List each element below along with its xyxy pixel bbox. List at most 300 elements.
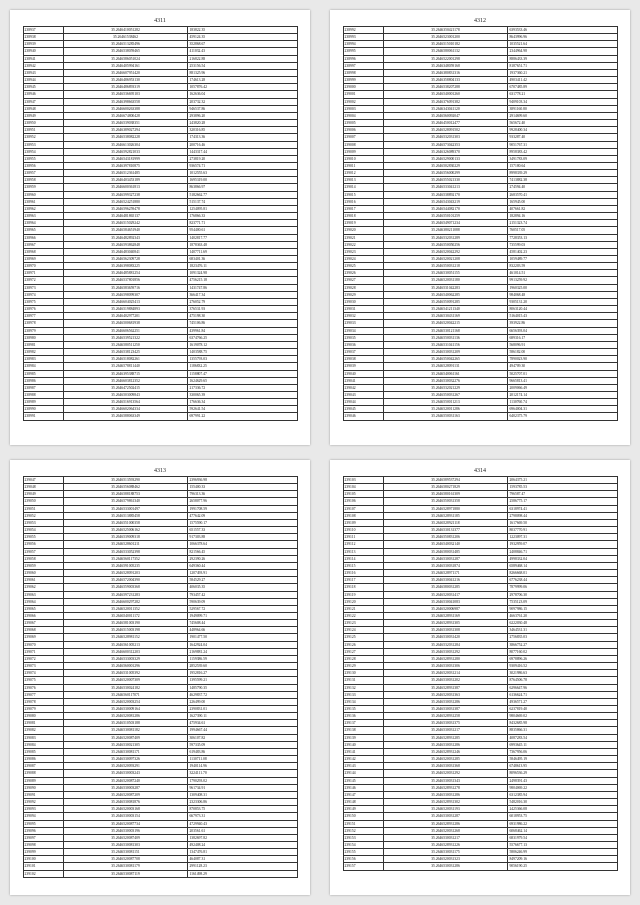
value-cell: 745608.44 <box>188 620 297 627</box>
row-id-cell: 238987 <box>23 384 63 391</box>
time-cell: 35.2646530003243 <box>63 770 188 777</box>
value-cell: 683401.36 <box>188 256 297 263</box>
table-row <box>23 384 297 391</box>
table-row <box>343 127 617 134</box>
row-id-cell: 238998 <box>343 69 383 76</box>
table-row <box>343 791 617 798</box>
time-cell: 35.2646528601211 <box>63 541 188 548</box>
table-row <box>343 598 617 605</box>
time-cell: 35.2646549071234 <box>383 220 508 227</box>
table-row <box>343 491 617 498</box>
row-id-cell: 239044 <box>343 399 383 406</box>
table-row <box>343 655 617 662</box>
table-row <box>343 55 617 62</box>
table-row <box>343 141 617 148</box>
table-row <box>343 756 617 763</box>
value-cell: 3464531.31 <box>508 627 617 634</box>
value-cell: 4581402.23 <box>508 248 617 255</box>
table-row <box>343 77 617 84</box>
value-cell: 1617669.50 <box>508 519 617 526</box>
row-id-cell: 239131 <box>343 677 383 684</box>
time-cell: 35.2646532031284 <box>383 641 508 648</box>
row-id-cell: 239018 <box>343 213 383 220</box>
row-id-cell: 238970 <box>23 263 63 270</box>
value-cell: 961734.91 <box>188 784 297 791</box>
row-id-cell: 239055 <box>23 534 63 541</box>
page-number: 4312 <box>474 18 486 24</box>
table-row <box>23 227 297 234</box>
row-id-cell: 239145 <box>343 777 383 784</box>
value-cell: 2390831.01 <box>188 706 297 713</box>
time-cell: 35.2646520087708 <box>63 856 188 863</box>
row-id-cell: 239107 <box>343 505 383 512</box>
value-cell: 5576677.13 <box>508 841 617 848</box>
row-id-cell: 239082 <box>23 727 63 734</box>
table-row <box>23 849 297 856</box>
table-row <box>23 519 297 526</box>
time-cell: 35.2646376091382 <box>383 98 508 105</box>
time-cell: 35.2646523001200 <box>383 34 508 41</box>
row-id-cell: 238951 <box>23 127 63 134</box>
time-cell: 35.2646533052398 <box>63 548 188 555</box>
row-id-cell: 239132 <box>343 684 383 691</box>
value-cell: 2914699.60 <box>508 112 617 119</box>
document-page <box>330 460 630 895</box>
row-id-cell: 239048 <box>23 484 63 491</box>
time-cell: 35.2646560092047 <box>383 112 508 119</box>
time-cell: 35.2646603812352 <box>63 377 188 384</box>
table-row <box>23 320 297 327</box>
time-cell: 35.2646520031417 <box>383 591 508 598</box>
value-cell: 1091324.98 <box>188 270 297 277</box>
row-id-cell: 239031 <box>343 306 383 313</box>
value-cell: 6312385.94 <box>508 791 617 798</box>
table-row <box>23 34 297 41</box>
table-row <box>343 706 617 713</box>
row-id-cell: 239046 <box>343 413 383 420</box>
time-cell: 35.2646326089370 <box>383 148 508 155</box>
time-cell: 35.2646578811440 <box>63 363 188 370</box>
table-row <box>343 191 617 198</box>
value-cell: 9097986.15 <box>508 605 617 612</box>
time-cell: 35.2646580061132 <box>383 48 508 55</box>
row-id-cell: 239141 <box>343 748 383 755</box>
value-cell: 306107.82 <box>188 734 297 741</box>
table-row <box>343 256 617 263</box>
table-row <box>23 591 297 598</box>
value-cell: 293896.20 <box>188 112 297 119</box>
time-cell: 35.2646528971171 <box>383 570 508 577</box>
value-cell: 936574.71 <box>188 162 297 169</box>
time-cell: 35.2646528931286 <box>383 820 508 827</box>
row-id-cell: 239101 <box>23 863 63 870</box>
value-cell: 200716.46 <box>188 141 297 148</box>
row-id-cell: 238948 <box>23 105 63 112</box>
table-row <box>343 406 617 413</box>
time-cell: 35.2646602064334 <box>63 406 188 413</box>
row-id-cell: 239041 <box>343 377 383 384</box>
time-cell: 35.2646528931278 <box>383 784 508 791</box>
row-id-cell: 239013 <box>343 177 383 184</box>
value-cell: 4903411.42 <box>508 77 617 84</box>
value-cell: 1355793.03 <box>188 356 297 363</box>
time-cell: 35.2646528931185 <box>383 512 508 519</box>
table-row <box>23 806 297 813</box>
value-cell: 174313.36 <box>188 134 297 141</box>
time-cell: 35.2646544082170 <box>383 205 508 212</box>
row-id-cell: 239015 <box>343 191 383 198</box>
time-cell: 35.2646528931258 <box>383 713 508 720</box>
row-id-cell: 238988 <box>23 391 63 398</box>
table-row <box>23 856 297 863</box>
value-cell: 8998339.29 <box>508 170 617 177</box>
table-row <box>343 834 617 841</box>
time-cell: 35.2646513285496 <box>63 41 188 48</box>
value-cell: 9913259.92 <box>508 277 617 284</box>
row-id-cell: 239057 <box>23 548 63 555</box>
row-id-cell: 238978 <box>23 320 63 327</box>
value-cell: 796587.47 <box>508 491 617 498</box>
time-cell: 35.2646530031286 <box>383 863 508 870</box>
row-id-cell: 239133 <box>343 691 383 698</box>
time-cell: 35.2646573042353 <box>383 141 508 148</box>
row-id-cell: 238952 <box>23 134 63 141</box>
time-cell: 35.2646513593290 <box>63 477 188 484</box>
table-row <box>23 713 297 720</box>
row-id-cell: 239137 <box>343 720 383 727</box>
value-cell: 984068.48 <box>508 291 617 298</box>
value-cell: 203561.61 <box>188 827 297 834</box>
row-id-cell: 239157 <box>343 863 383 870</box>
table-row <box>23 534 297 541</box>
value-cell: 832203.59 <box>508 263 617 270</box>
table-row <box>23 313 297 320</box>
value-cell: 515137.74 <box>188 198 297 205</box>
table-row <box>23 62 297 69</box>
table-row <box>343 363 617 370</box>
table-row <box>23 327 297 334</box>
value-cell: 1575590.17 <box>188 519 297 526</box>
row-id-cell: 238964 <box>23 220 63 227</box>
row-id-cell: 239075 <box>23 677 63 684</box>
table-row <box>23 198 297 205</box>
table-row <box>343 413 617 420</box>
page-number: 4314 <box>474 468 486 474</box>
time-cell: 35.2646520087209 <box>63 791 188 798</box>
row-id-cell: 239022 <box>343 241 383 248</box>
table-row <box>23 413 297 420</box>
row-id-cell: 239009 <box>343 148 383 155</box>
table-row <box>23 170 297 177</box>
time-cell: 35.2646528981152 <box>63 634 188 641</box>
table-row <box>343 763 617 770</box>
time-cell: 35.2646528931387 <box>383 684 508 691</box>
row-id-cell: 239012 <box>343 170 383 177</box>
row-id-cell: 239047 <box>23 477 63 484</box>
table-row <box>343 320 617 327</box>
value-cell: 1991708.59 <box>188 505 297 512</box>
time-cell: 35.2646551000358 <box>63 519 188 526</box>
value-cell: 933287.40 <box>508 134 617 141</box>
time-cell: 35.2646520093291 <box>63 763 188 770</box>
time-cell: 35.2646520031323 <box>383 856 508 863</box>
table-row <box>343 548 617 555</box>
value-cell: 1159386.59 <box>188 655 297 662</box>
value-cell: 366417.34 <box>188 291 297 298</box>
value-cell: 6748613.95 <box>508 763 617 770</box>
time-cell: 35.2646520011286 <box>383 406 508 413</box>
time-cell: 35.2646528931302 <box>383 799 508 806</box>
row-id-cell: 239076 <box>23 684 63 691</box>
table-row <box>343 698 617 705</box>
row-id-cell: 239068 <box>23 627 63 634</box>
value-cell: 954400.61 <box>188 227 297 234</box>
table-row <box>23 791 297 798</box>
table-row <box>23 584 297 591</box>
value-cell: 2344964.98 <box>508 48 617 55</box>
table-row <box>343 691 617 698</box>
time-cell: 35.2646520087734 <box>63 820 188 827</box>
table-row <box>343 327 617 334</box>
table-row <box>23 341 297 348</box>
page-number: 4311 <box>154 18 166 24</box>
value-cell: 6993645.11 <box>508 741 617 748</box>
table-row <box>23 691 297 698</box>
table-row <box>343 120 617 127</box>
time-cell: 35.2646520042215 <box>383 320 508 327</box>
time-cell: 35.2646550011213 <box>383 399 508 406</box>
value-cell: 5164015.43 <box>508 313 617 320</box>
value-cell: 1901477.50 <box>188 634 297 641</box>
value-cell: 1407711.69 <box>188 248 297 255</box>
row-id-cell: 239072 <box>23 655 63 662</box>
row-id-cell: 239121 <box>343 605 383 612</box>
row-id-cell: 238999 <box>343 77 383 84</box>
time-cell: 35.2646536695103 <box>63 91 188 98</box>
time-cell: 35.2646520081286 <box>63 713 188 720</box>
row-id-cell: 239002 <box>343 98 383 105</box>
row-id-cell: 239138 <box>343 727 383 734</box>
value-cell: 4729940.43 <box>188 820 297 827</box>
data-table <box>23 476 298 878</box>
value-cell: 584529.27 <box>188 577 297 584</box>
time-cell: 35.2646592821033 <box>63 148 188 155</box>
row-id-cell: 239000 <box>343 84 383 91</box>
row-id-cell: 239069 <box>23 634 63 641</box>
row-id-cell: 239056 <box>23 541 63 548</box>
time-cell: 35.2646513885458 <box>63 512 188 519</box>
value-cell: 8187651.71 <box>508 62 617 69</box>
table-row <box>343 69 617 76</box>
value-cell: 917303.88 <box>188 534 297 541</box>
time-cell: 35.2646607951420 <box>63 69 188 76</box>
value-cell: 9804069.22 <box>508 784 617 791</box>
value-cell: 2852539.60 <box>188 663 297 670</box>
table-row <box>23 799 297 806</box>
table-row <box>343 784 617 791</box>
time-cell: 35.2646537801856 <box>63 277 188 284</box>
value-cell: 8096536.29 <box>508 770 617 777</box>
row-id-cell: 239033 <box>343 320 383 327</box>
table-row <box>343 541 617 548</box>
value-cell: 8497209.16 <box>508 856 617 863</box>
time-cell: 35.2646550091285 <box>383 298 508 305</box>
row-id-cell: 239054 <box>23 527 63 534</box>
value-cell: 7879999.06 <box>508 584 617 591</box>
table-row <box>23 641 297 648</box>
table-row <box>23 706 297 713</box>
row-id-cell: 239093 <box>23 806 63 813</box>
time-cell: 35.2646530031306 <box>383 663 508 670</box>
row-id-cell: 238944 <box>23 77 63 84</box>
time-cell: 35.2646519884893 <box>63 306 188 313</box>
table-row <box>343 177 617 184</box>
value-cell: 5182662.77 <box>188 191 297 198</box>
table-row <box>23 406 297 413</box>
value-cell: 1624629.65 <box>188 377 297 384</box>
time-cell: 35.2646520087409 <box>63 834 188 841</box>
time-cell: 35.2646591005235 <box>63 562 188 569</box>
time-cell: 35.2646525006162 <box>63 527 188 534</box>
value-cell: 881325.96 <box>188 69 297 76</box>
row-id-cell: 239028 <box>343 284 383 291</box>
table-row <box>23 27 297 34</box>
table-row <box>23 663 297 670</box>
row-id-cell: 239052 <box>23 512 63 519</box>
value-cell: 565672.40 <box>508 120 617 127</box>
value-cell: 1593785.53 <box>508 484 617 491</box>
value-cell: 9309416.52 <box>508 663 617 670</box>
table-row <box>343 734 617 741</box>
value-cell: 253156.54 <box>188 62 297 69</box>
value-cell: 5846495.19 <box>508 756 617 763</box>
table-row <box>23 491 297 498</box>
time-cell: 35.2646520087240 <box>63 777 188 784</box>
time-cell: 35.2646524251880 <box>63 198 188 205</box>
time-cell: 35.2646530081179 <box>63 863 188 870</box>
value-cell: 3224111.70 <box>188 770 297 777</box>
value-cell: 1619078.12 <box>188 341 297 348</box>
row-id-cell: 238975 <box>23 298 63 305</box>
table-row <box>343 777 617 784</box>
value-cell: 8266668.01 <box>508 570 617 577</box>
table-row <box>343 684 617 691</box>
value-cell: 6018953.75 <box>508 813 617 820</box>
row-id-cell: 239100 <box>23 856 63 863</box>
row-id-cell: 239086 <box>23 756 63 763</box>
time-cell: 35.2646348059168 <box>383 62 508 69</box>
value-cell: 2323306.86 <box>188 799 297 806</box>
value-cell: 697991.22 <box>188 413 297 420</box>
time-cell: 35.2646550031218 <box>383 263 508 270</box>
row-id-cell: 238971 <box>23 270 63 277</box>
time-cell: 35.2646533041213 <box>383 184 508 191</box>
value-cell: 4663761.20 <box>508 612 617 619</box>
table-row <box>343 41 617 48</box>
time-cell: 35.2646358804133 <box>383 77 508 84</box>
value-cell: 7890023.90 <box>508 356 617 363</box>
row-id-cell: 239128 <box>343 655 383 662</box>
value-cell: 631778.21 <box>508 91 617 98</box>
time-cell: 35.2646503009843 <box>63 391 188 398</box>
time-cell: 35.2646515029242 <box>63 220 188 227</box>
row-id-cell: 239105 <box>343 491 383 498</box>
table-row <box>343 134 617 141</box>
time-cell: 35.2646560117071 <box>63 691 188 698</box>
time-cell: 35.2646600312203 <box>63 648 188 655</box>
row-id-cell: 238945 <box>23 84 63 91</box>
time-cell: 35.2646600361813 <box>63 184 188 191</box>
time-cell: 35.2646530021305 <box>63 741 188 748</box>
time-cell: 35.2646597231283 <box>63 591 188 598</box>
time-cell: 35.2646543181999 <box>63 155 188 162</box>
time-cell: 35.2646581003190 <box>63 620 188 627</box>
time-cell: 35.2646586051024 <box>63 55 188 62</box>
value-cell: 9056190.25 <box>508 863 617 870</box>
time-cell: 35.2646520087409 <box>63 734 188 741</box>
table-row <box>343 227 617 234</box>
value-cell: 6589468.14 <box>508 562 617 569</box>
value-cell: 1940114.96 <box>188 763 297 770</box>
row-id-cell: 238950 <box>23 120 63 127</box>
row-id-cell: 239144 <box>343 770 383 777</box>
value-cell: 4087283.54 <box>508 734 617 741</box>
table-row <box>343 34 617 41</box>
row-id-cell: 239123 <box>343 620 383 627</box>
table-row <box>343 105 617 112</box>
time-cell: 35.2646528931226 <box>383 841 508 848</box>
row-id-cell: 239074 <box>23 670 63 677</box>
row-id-cell: 238985 <box>23 370 63 377</box>
row-id-cell: 239097 <box>23 834 63 841</box>
row-id-cell: 239135 <box>343 706 383 713</box>
value-cell: 475934.61 <box>188 720 297 727</box>
table-row <box>23 548 297 555</box>
table-row <box>23 69 297 76</box>
time-cell: 35.2646530031375 <box>383 720 508 727</box>
value-cell: 6707485.89 <box>508 84 617 91</box>
row-id-cell: 239136 <box>343 713 383 720</box>
row-id-cell: 239034 <box>343 327 383 334</box>
row-id-cell: 239061 <box>23 577 63 584</box>
time-cell: 35.2646520031268 <box>383 827 508 834</box>
value-cell: 330065.39 <box>188 391 297 398</box>
table-row <box>343 341 617 348</box>
value-cell: 2683570.41 <box>508 191 617 198</box>
table-row <box>343 727 617 734</box>
table-row <box>343 484 617 491</box>
value-cell: 6374766.25 <box>188 334 297 341</box>
row-id-cell: 239153 <box>343 834 383 841</box>
table-row <box>23 634 297 641</box>
row-id-cell: 238968 <box>23 248 63 255</box>
table-row <box>343 370 617 377</box>
value-cell: 226499.00 <box>188 698 297 705</box>
time-cell: 35.2646561005213 <box>63 641 188 648</box>
value-cell: 1403588.75 <box>188 349 297 356</box>
time-cell: 35.2646530031202 <box>383 677 508 684</box>
time-cell: 35.2646520031292 <box>383 770 508 777</box>
table-row <box>343 713 617 720</box>
table-row <box>23 498 297 505</box>
table-row <box>23 477 297 484</box>
table-row <box>23 484 297 491</box>
row-id-cell: 239090 <box>23 784 63 791</box>
time-cell: 35.2646559003368 <box>63 584 188 591</box>
value-cell: 9305131.20 <box>508 298 617 305</box>
time-cell: 35.2646530031420 <box>383 634 508 641</box>
row-id-cell: 239078 <box>23 698 63 705</box>
